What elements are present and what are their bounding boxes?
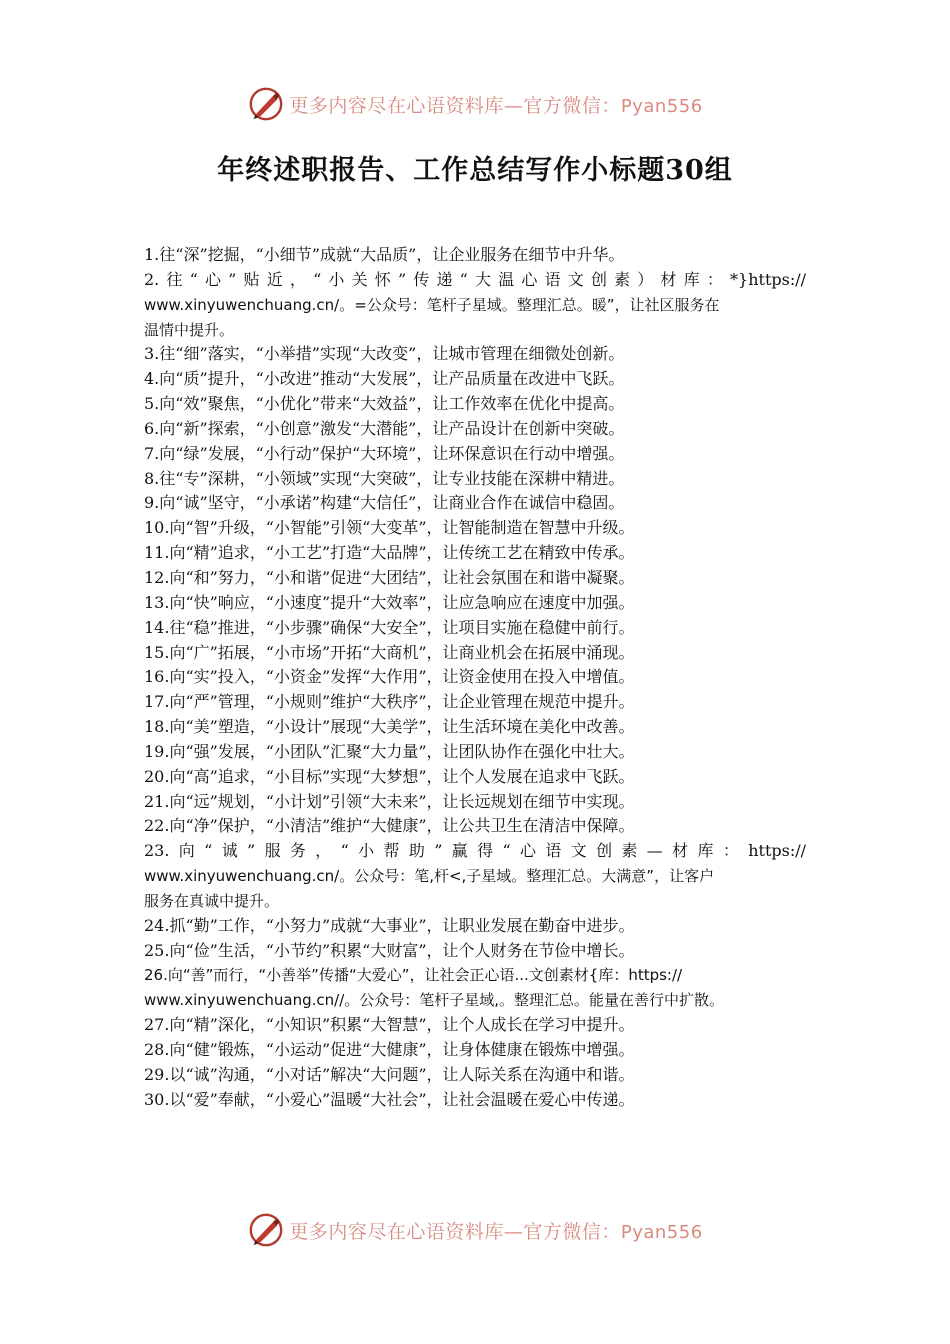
text-line: 6.向“新”探索，“小创意”激发“大潜能”，让产品设计在创新中突破。 (144, 418, 625, 438)
text-line: 30.以“爱”奉献，“小爱心”温暖“大社会”，让社会温暖在爱心中传递。 (144, 1089, 635, 1109)
text-line: 9.向“诚”坚守，“小承诺”构建“大信任”，让商业合作在诚信中稳固。 (144, 493, 625, 513)
text-line: 5.向“效”聚焦，“小优化”带来“大效益”，让工作效率在优化中提高。 (144, 394, 625, 414)
text-line: 22.向“净”保护，“小清洁”维护“大健康”，让公共卫生在清洁中保障。 (144, 816, 635, 836)
text-line: 28.向“健”锻炼，“小运动”促进“大健康”，让身体健康在锻炼中增强。 (144, 1040, 635, 1059)
text-line: www.xinyuwenchuang.cn//。公众号：笔杆子星域,。整理汇总。能量在善行中扩散。 (144, 991, 725, 1010)
text-line: 温情中提升。 (144, 320, 235, 339)
text-line: www.xinyuwenchuang.cn/。公众号：笔,杆<,子星域。整理汇总。大满意”，让客户 (144, 867, 715, 886)
text-line: 2.往“心”贴近，“小关怀”传递“大温心语文创素）材库：*}https:// (144, 269, 806, 289)
text-line: 7.向“绿”发展，“小行动”保护“大环境”，让环保意识在行动中增强。 (144, 443, 625, 463)
text-line: 24.抓“勤”工作，“小努力”成就“大事业”，让职业发展在勤奋中进步。 (144, 915, 635, 935)
text-line: 14.往“稳”推进，“小步骤”确保“大安全”，让项目实施在稳健中前行。 (144, 617, 635, 637)
pen-logo-icon (247, 1211, 285, 1249)
text-line: 服务在真诚中提升。 (144, 891, 280, 910)
banner-label: 更多内容尽在心语资料库—官方微信： (289, 94, 621, 117)
text-line: 20.向“高”追求，“小目标”实现“大梦想”，让个人发展在追求中飞跃。 (144, 766, 635, 786)
banner-brand: Pyan556 (620, 95, 703, 117)
banner-text (289, 1217, 702, 1244)
text-line: 3.往“细”落实，“小举措”实现“大改变”，让城市管理在细微处创新。 (144, 344, 625, 364)
text-line: 29.以“诚”沟通，“小对话”解决“大问题”，让人际关系在沟通中和谐。 (144, 1064, 635, 1084)
banner-brand: Pyan556 (620, 1221, 703, 1243)
document-body (144, 243, 806, 1113)
text-line: www.xinyuwenchuang.cn/。=公众号：笔杆子星域。整理汇总。暖”，让社区服务在 (144, 295, 720, 314)
text-line: 19.向“强”发展，“小团队”汇聚“大力量”，让团队协作在强化中壮大。 (144, 741, 635, 761)
text-line: 23.向“诚”服务，“小帮助”赢得“心语文创素—材库：https:// (144, 841, 806, 861)
text-line: 17.向“严”管理，“小规则”维护“大秩序”，让企业管理在规范中提升。 (144, 692, 635, 712)
text-line: 11.向“精”追求，“小工艺”打造“大品牌”，让传统工艺在精致中传承。 (144, 543, 635, 563)
text-line: 12.向“和”努力，“小和谐”促进“大团结”，让社会氛围在和谐中凝聚。 (144, 567, 635, 587)
text-line: 1.往“深”挖掘，“小细节”成就“大品质”，让企业服务在细节中升华。 (144, 245, 625, 264)
banner-label: 更多内容尽在心语资料库—官方微信： (289, 1220, 621, 1243)
pen-logo-icon (247, 85, 285, 123)
text-line: 10.向“智”升级，“小智能”引领“大变革”，让智能制造在智慧中升级。 (144, 518, 635, 538)
footer-banner (0, 1208, 950, 1252)
text-line: 21.向“远”规划，“小计划”引领“大未来”，让长远规划在细节中实现。 (144, 791, 635, 811)
header-banner (0, 82, 950, 126)
text-line: 27.向“精”深化，“小知识”积累“大智慧”，让个人成长在学习中提升。 (144, 1015, 635, 1035)
text-line: 13.向“快”响应，“小速度”提升“大效率”，让应急响应在速度中加强。 (144, 592, 635, 612)
page-title: 年终述职报告、工作总结写作小标题30组 (217, 155, 733, 186)
text-line: 8.往“专”深耕，“小领域”实现“大突破”，让专业技能在深耕中精进。 (144, 468, 625, 488)
text-line: 16.向“实”投入，“小资金”发挥“大作用”，让资金使用在投入中增值。 (144, 667, 635, 687)
text-line: 25.向“俭”生活，“小节约”积累“大财富”，让个人财务在节俭中增长。 (144, 940, 635, 960)
banner-text (289, 91, 702, 118)
text-line: 26.向“善”而行，“小善举”传播“大爱心”，让社会正心语...文创素材{库：https:// (144, 966, 683, 985)
text-line: 18.向“美”塑造，“小设计”展现“大美学”，让生活环境在美化中改善。 (144, 717, 635, 737)
text-line: 4.向“质”提升，“小改进”推动“大发展”，让产品质量在改进中飞跃。 (144, 369, 625, 389)
text-line: 15.向“广”拓展，“小市场”开拓“大商机”，让商业机会在拓展中涌现。 (144, 642, 635, 662)
